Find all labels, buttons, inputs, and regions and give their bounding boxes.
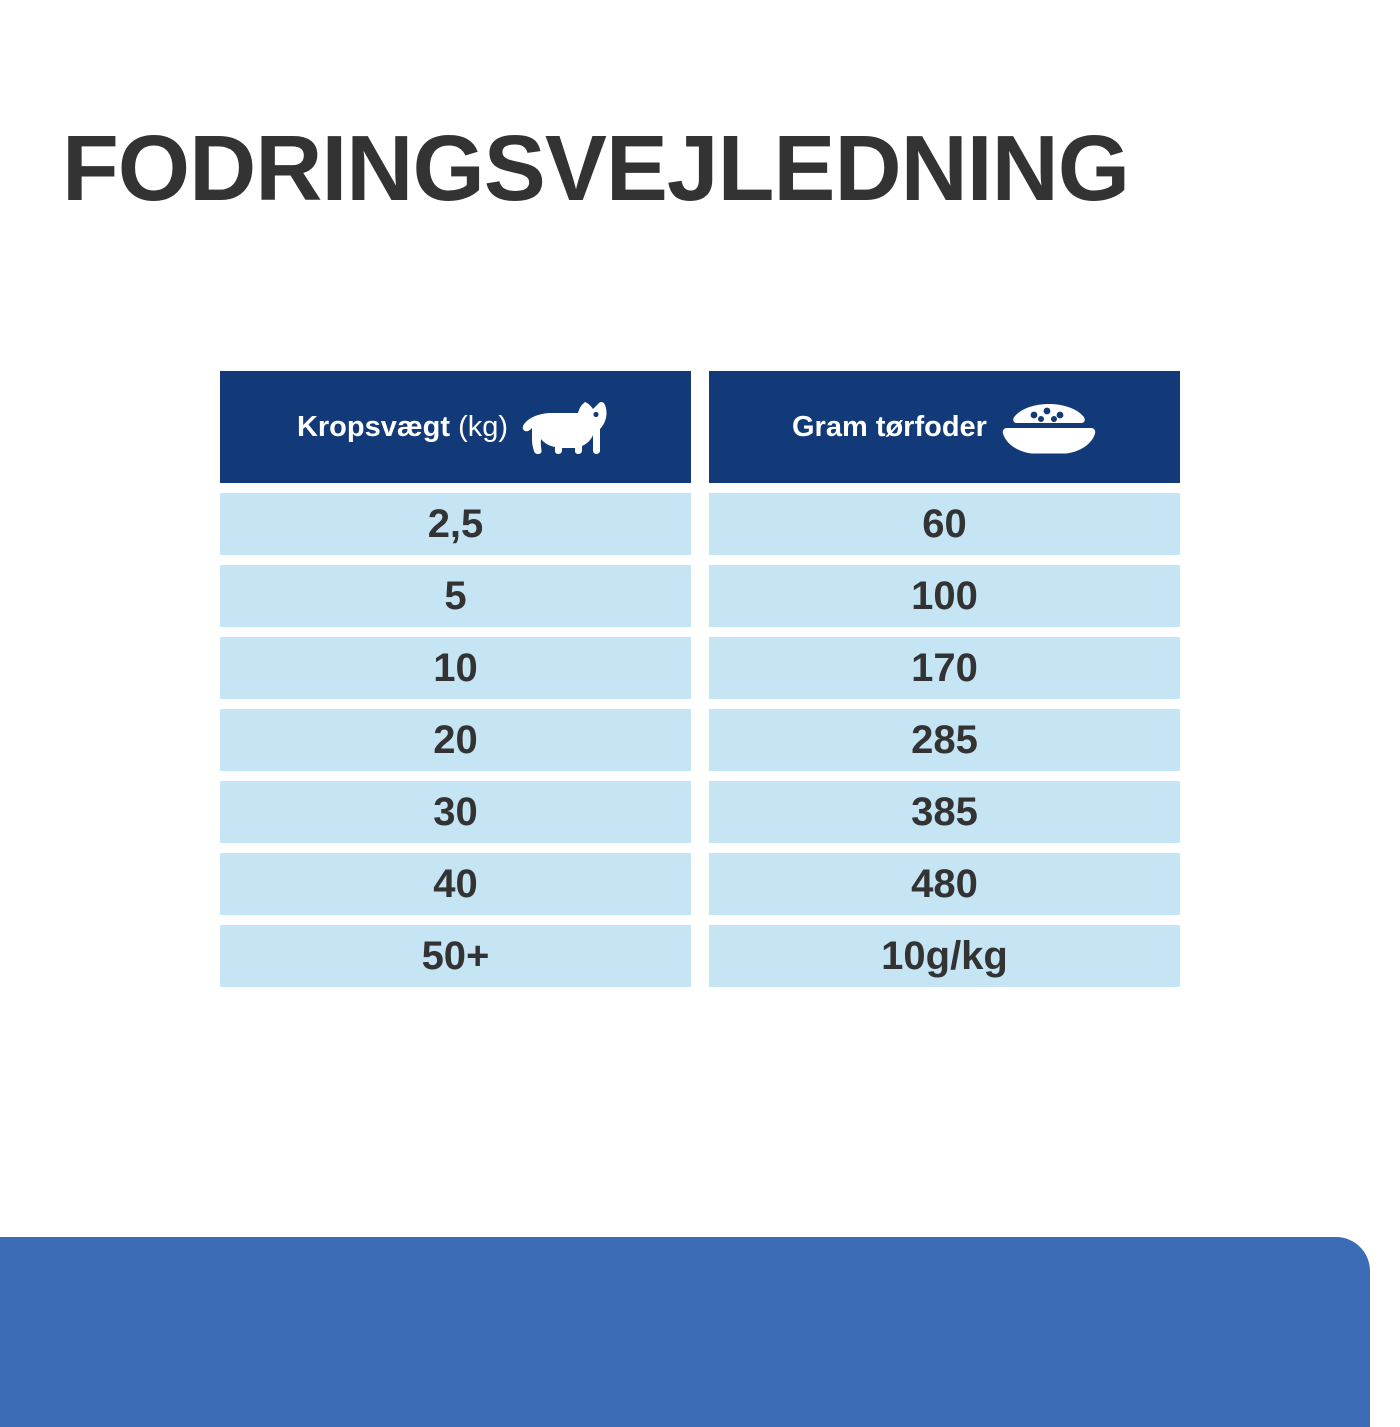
cell-dryfood: 170 bbox=[709, 637, 1180, 699]
cell-dryfood: 60 bbox=[709, 493, 1180, 555]
cell-bodyweight: 2,5 bbox=[220, 493, 691, 555]
cell-bodyweight: 50+ bbox=[220, 925, 691, 987]
table-row bbox=[220, 925, 1180, 987]
cell-dryfood: 10g/kg bbox=[709, 925, 1180, 987]
cell-dryfood: 100 bbox=[709, 565, 1180, 627]
footer-bar bbox=[0, 1237, 1370, 1427]
cell-dryfood: 285 bbox=[709, 709, 1180, 771]
table-header-bodyweight-label: Kropsvægt (kg) bbox=[296, 410, 509, 443]
table-row bbox=[220, 493, 1180, 555]
cell-bodyweight: 10 bbox=[220, 637, 691, 699]
table-header-dryfood bbox=[709, 371, 1180, 483]
table-row bbox=[220, 853, 1180, 915]
cell-bodyweight: 40 bbox=[220, 853, 691, 915]
table-row bbox=[220, 637, 1180, 699]
food-bowl-icon bbox=[1001, 398, 1097, 456]
cell-dryfood: 385 bbox=[709, 781, 1180, 843]
table-header-row bbox=[220, 371, 1180, 483]
cell-bodyweight: 20 bbox=[220, 709, 691, 771]
cell-bodyweight: 30 bbox=[220, 781, 691, 843]
table-header-bodyweight bbox=[220, 371, 691, 483]
page-title: FODRINGSVEJLEDNING bbox=[62, 116, 1130, 220]
table-row bbox=[220, 709, 1180, 771]
cell-bodyweight: 5 bbox=[220, 565, 691, 627]
dog-icon bbox=[522, 399, 614, 455]
table-row bbox=[220, 781, 1180, 843]
cell-dryfood: 480 bbox=[709, 853, 1180, 915]
table-header-dryfood-label: Gram tørfoder bbox=[792, 410, 987, 443]
table-row bbox=[220, 565, 1180, 627]
feeding-guide-table bbox=[220, 371, 1180, 997]
table-body bbox=[220, 493, 1180, 987]
